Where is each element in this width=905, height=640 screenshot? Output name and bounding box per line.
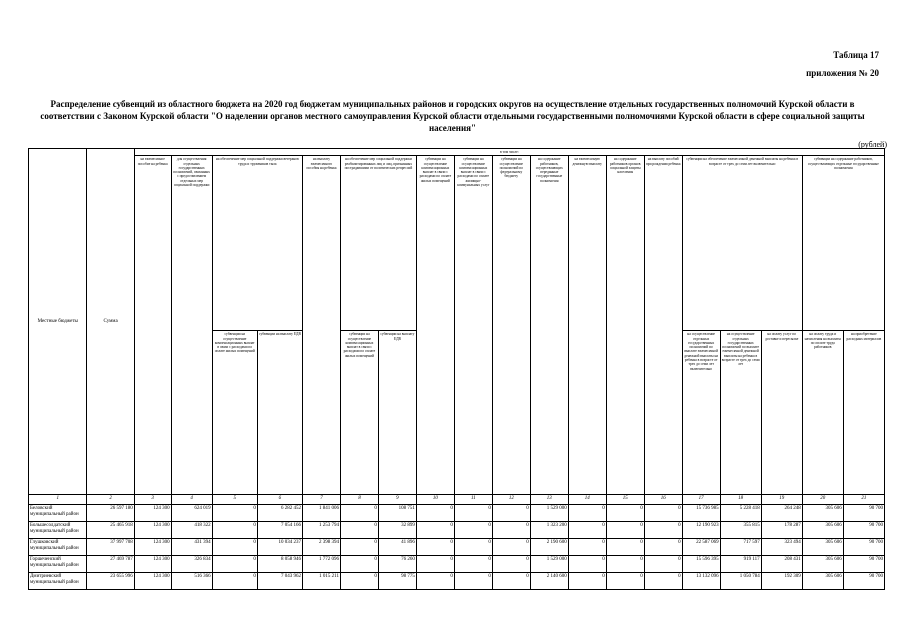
table-cell: 178 287 xyxy=(761,522,802,539)
table-cell: 0 xyxy=(644,573,682,590)
table-cell: 305 606 xyxy=(802,539,843,556)
table-cell: 0 xyxy=(492,522,530,539)
col-header-5-6: на обеспечение мер социальной поддержки ветеранов труда и тружеников тыла xyxy=(212,156,302,331)
table-cell: 15 736 985 xyxy=(682,505,720,522)
col-header-6: субвенции на выплату ЕДВ xyxy=(257,331,302,495)
district-name: Горшеченский муниципальный район xyxy=(29,556,87,573)
table-cell: 124 300 xyxy=(134,522,171,539)
column-number: 14 xyxy=(568,495,606,505)
column-number: 16 xyxy=(644,495,682,505)
table-cell: 0 xyxy=(606,522,644,539)
table-cell: 2 398 394 xyxy=(302,539,340,556)
table-cell: 305 606 xyxy=(802,573,843,590)
table-cell: 0 xyxy=(568,539,606,556)
column-number: 1 xyxy=(29,495,87,505)
col-header-7: на выплату ежемесячного пособия на ребенка xyxy=(302,156,340,495)
table-cell: 124 300 xyxy=(134,505,171,522)
district-name: Дмитриевский муниципальный район xyxy=(29,573,87,590)
col-header-10: субвенции на осуществление компенсационных выплат в связи с расходами по оплате жилых помещений xyxy=(416,156,454,495)
col-header-13: на содержание работников, осуществляющих переданные государственные полномочия xyxy=(530,156,568,495)
table-cell: 0 xyxy=(454,556,492,573)
table-cell: 5 228 418 xyxy=(720,505,761,522)
table-cell: 1 253 794 xyxy=(302,522,340,539)
table-cell: 355 815 xyxy=(720,522,761,539)
column-number: 20 xyxy=(802,495,843,505)
table-row xyxy=(29,556,885,573)
table-cell: 37 997 708 xyxy=(87,539,134,556)
table-cell: 13 132 096 xyxy=(682,573,720,590)
table-cell: 919 117 xyxy=(720,556,761,573)
table-cell: 0 xyxy=(340,573,378,590)
col-header-in-that-number: в том числе: xyxy=(134,149,884,156)
col-header-20: на оплату труда и начисления на выплаты по оплате труда работников xyxy=(802,331,843,495)
table-cell: 1 772 096 xyxy=(302,556,340,573)
col-header-8: субвенции на осуществление компенсационных выплат в связи с расходами по оплате жилых помещений xyxy=(340,331,378,495)
column-number: 21 xyxy=(843,495,884,505)
table-cell: 326 834 xyxy=(171,556,212,573)
table-cell: 12 190 923 xyxy=(682,522,720,539)
col-header-8-9: на обеспечение мер социальной поддержки реабилитированных лиц и лиц, признанных пострадавшими от политических репрессий xyxy=(340,156,416,331)
table-cell: 124 300 xyxy=(134,573,171,590)
column-number: 18 xyxy=(720,495,761,505)
column-number: 6 xyxy=(257,495,302,505)
table-row xyxy=(29,522,885,539)
col-header-17-19: субвенции на обеспечение ежемесячной денежной выплаты на ребенка в возрасте от трех до семи лет включительно xyxy=(682,156,802,331)
column-number: 9 xyxy=(378,495,416,505)
table-cell: 2 140 600 xyxy=(530,573,568,590)
table-cell: 0 xyxy=(212,573,257,590)
table-cell: 10 034 237 xyxy=(257,539,302,556)
table-cell: 90 700 xyxy=(843,556,884,573)
table-cell: 0 xyxy=(212,556,257,573)
table-cell: 0 xyxy=(454,539,492,556)
table-cell: 323 494 xyxy=(761,539,802,556)
table-cell: 0 xyxy=(644,505,682,522)
table-cell: 305 606 xyxy=(802,556,843,573)
table-cell: 2 190 600 xyxy=(530,539,568,556)
table-cell: 124 300 xyxy=(134,556,171,573)
column-number: 4 xyxy=(171,495,212,505)
column-number: 15 xyxy=(606,495,644,505)
table-cell: 124 300 xyxy=(134,539,171,556)
table-cell: 0 xyxy=(340,556,378,573)
table-cell: 0 xyxy=(454,522,492,539)
column-number: 19 xyxy=(761,495,802,505)
col-header-12: субвенции на осуществление полномочий по федеральному бюджету xyxy=(492,156,530,495)
col-header-3: на ежемесячное пособие на ребенка xyxy=(134,156,171,495)
table-cell: 624 019 xyxy=(171,505,212,522)
table-cell: 0 xyxy=(568,522,606,539)
col-header-19: на оплату услуг по доставке и пересылке xyxy=(761,331,802,495)
table-cell: 0 xyxy=(340,505,378,522)
table-cell: 76 260 xyxy=(378,556,416,573)
col-header-18: на осуществление отдельных государственных полномочий по выплате ежемесячной денежной выплаты на ребенка в возрасте от трех до семи лет xyxy=(720,331,761,495)
table-cell: 0 xyxy=(568,505,606,522)
column-number: 3 xyxy=(134,495,171,505)
district-name: Большесолдатский муниципальный район xyxy=(29,522,87,539)
document-title: Распределение субвенций из областного бюджета на 2020 год бюджетам муниципальных районов и городских округов на осуществление отдельных государственных полномочий Курской области в соответствии с Законом Курской области "О наделении органов местного самоуправления Курской области отдельными государственными полномочиями Курской области в сфере социальной защиты населения" xyxy=(40,99,865,133)
table-cell: 0 xyxy=(492,556,530,573)
col-header-20-21: субвенции на содержание работников, осуществляющих отдельные государственные полномочия xyxy=(802,156,884,331)
table-cell: 1 323 200 xyxy=(530,522,568,539)
table-cell: 7 043 962 xyxy=(257,573,302,590)
table-cell: 0 xyxy=(212,522,257,539)
table-cell: 264 248 xyxy=(761,505,802,522)
col-header-15: на содержание работников органов социальной защиты населения xyxy=(606,156,644,495)
table-cell: 90 700 xyxy=(843,522,884,539)
col-header-9: субвенции на выплату ЕДВ xyxy=(378,331,416,495)
column-number: 7 xyxy=(302,495,340,505)
table-cell: 1 529 000 xyxy=(530,556,568,573)
table-cell: 0 xyxy=(492,539,530,556)
table-cell: 90 700 xyxy=(843,573,884,590)
table-cell: 305 606 xyxy=(802,505,843,522)
table-cell: 0 xyxy=(606,505,644,522)
table-cell: 192 309 xyxy=(761,573,802,590)
table-cell: 0 xyxy=(568,556,606,573)
table-cell: 0 xyxy=(212,505,257,522)
appendix-number: приложения № 20 xyxy=(806,68,879,78)
district-name: Глушковский муниципальный район xyxy=(29,539,87,556)
column-number: 11 xyxy=(454,495,492,505)
table-cell: 0 xyxy=(644,556,682,573)
col-header-4: для осуществления отдельных государственных полномочий, связанных с предоставлением отдельных мер социальной поддержки xyxy=(171,156,212,495)
table-cell: 32 899 xyxy=(378,522,416,539)
table-cell: 22 587 069 xyxy=(682,539,720,556)
table-cell: 0 xyxy=(416,522,454,539)
table-cell: 90 700 xyxy=(843,539,884,556)
table-cell: 23 655 996 xyxy=(87,573,134,590)
table-cell: 418 322 xyxy=(171,522,212,539)
column-number: 13 xyxy=(530,495,568,505)
table-cell: 0 xyxy=(416,573,454,590)
col-header-local-budgets: Местные бюджеты xyxy=(29,149,87,495)
table-cell: 26 597 180 xyxy=(87,505,134,522)
table-cell: 15 596 395 xyxy=(682,556,720,573)
table-cell: 0 xyxy=(340,522,378,539)
table-cell: 0 xyxy=(212,539,257,556)
col-header-5: субвенции на осуществление компенсационных выплат в связи с расходами по оплате жилых помещений xyxy=(212,331,257,495)
table-cell: 717 597 xyxy=(720,539,761,556)
table-row xyxy=(29,505,885,522)
table-cell: 0 xyxy=(416,556,454,573)
subsidy-table xyxy=(28,148,885,590)
table-cell: 1 841 006 xyxy=(302,505,340,522)
column-number: 5 xyxy=(212,495,257,505)
table-cell: 305 606 xyxy=(802,522,843,539)
table-cell: 108 751 xyxy=(378,505,416,522)
col-header-14: на ежемесячную денежную выплату xyxy=(568,156,606,495)
table-cell: 27 469 787 xyxy=(87,556,134,573)
column-number: 17 xyxy=(682,495,720,505)
table-cell: 0 xyxy=(606,556,644,573)
table-cell: 1 050 784 xyxy=(720,573,761,590)
table-cell: 0 xyxy=(416,505,454,522)
table-cell: 0 xyxy=(606,573,644,590)
table-cell: 6 282 452 xyxy=(257,505,302,522)
col-header-21: на приобретение расходных материалов xyxy=(843,331,884,495)
table-cell: 0 xyxy=(340,539,378,556)
column-number: 12 xyxy=(492,495,530,505)
table-cell: 0 xyxy=(492,573,530,590)
table-cell: 0 xyxy=(416,539,454,556)
column-number: 8 xyxy=(340,495,378,505)
table-row xyxy=(29,573,885,590)
table-cell: 41 896 xyxy=(378,539,416,556)
column-number-row xyxy=(29,495,885,505)
table-cell: 90 700 xyxy=(843,505,884,522)
table-cell: 208 431 xyxy=(761,556,802,573)
col-header-11: субвенции на осуществление компенсационных выплат в связи с расходами по оплате жилищно-коммунальных услуг xyxy=(454,156,492,495)
table-cell: 0 xyxy=(568,573,606,590)
col-header-16: на выплату пособий при рождении ребенка xyxy=(644,156,682,495)
table-cell: 0 xyxy=(454,505,492,522)
table-cell: 7 054 166 xyxy=(257,522,302,539)
col-header-17: на осуществление отдельных государственных полномочий по выплате ежемесячной денежной выплаты на ребенка в возрасте от трех до семи лет включительно xyxy=(682,331,720,495)
district-name: Беловский муниципальный район xyxy=(29,505,87,522)
table-cell: 8 058 946 xyxy=(257,556,302,573)
table-cell: 0 xyxy=(454,573,492,590)
table-cell: 0 xyxy=(492,505,530,522)
table-cell: 1 529 000 xyxy=(530,505,568,522)
table-cell: 0 xyxy=(606,539,644,556)
table-cell: 25 465 918 xyxy=(87,522,134,539)
table-cell: 1 015 211 xyxy=(302,573,340,590)
table-cell: 0 xyxy=(644,522,682,539)
table-row xyxy=(29,539,885,556)
table-cell: 98 775 xyxy=(378,573,416,590)
unit-label: (рублей) xyxy=(858,140,887,149)
table-number: Таблица 17 xyxy=(833,50,879,60)
col-header-sum: Сумма xyxy=(87,149,134,495)
table-cell: 0 xyxy=(644,539,682,556)
table-cell: 431 394 xyxy=(171,539,212,556)
column-number: 2 xyxy=(87,495,134,505)
table-cell: 516 366 xyxy=(171,573,212,590)
column-number: 10 xyxy=(416,495,454,505)
